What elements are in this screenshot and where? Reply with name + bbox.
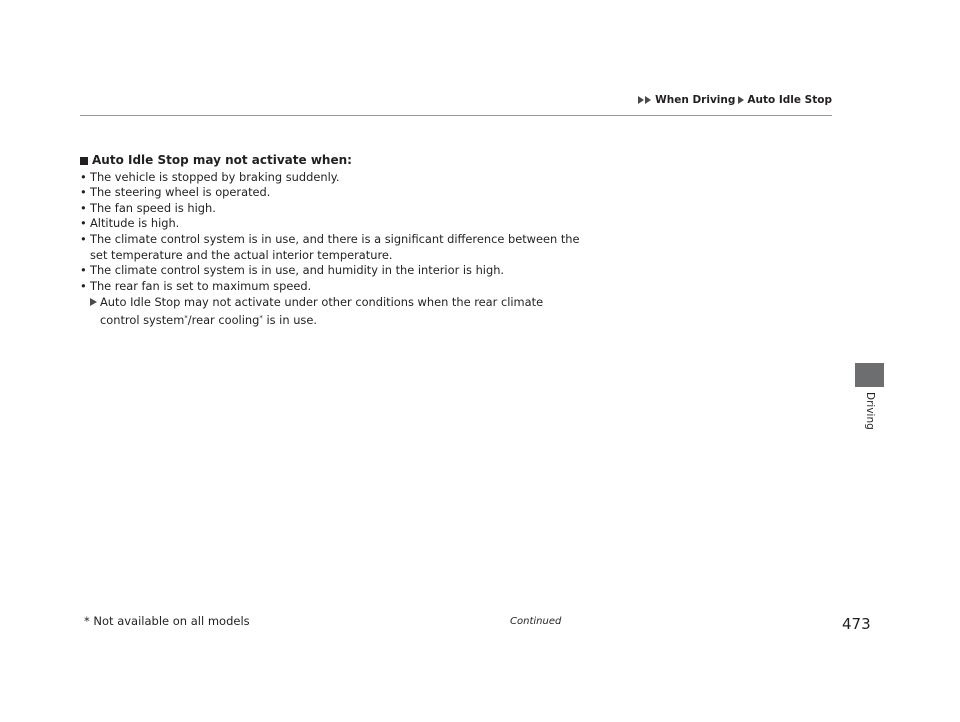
section-heading: [80, 153, 580, 169]
breadcrumb-level1: When Driving: [655, 94, 736, 106]
double-arrow-icon: [638, 96, 652, 104]
continued-label: Continued: [510, 616, 562, 627]
chapter-label: Driving: [864, 392, 876, 430]
list-item: • The steering wheel is operated.: [80, 185, 580, 201]
footnote-star: *: [259, 313, 263, 322]
list-item: • The vehicle is stopped by braking suddenly.: [80, 170, 580, 186]
chapter-tab: [855, 363, 884, 387]
note-text-3: is in use.: [262, 312, 317, 327]
page-number: 473: [842, 615, 871, 633]
note-text-2: /rear cooling: [187, 312, 260, 327]
section-heading-text: Auto Idle Stop may not activate when:: [92, 153, 352, 167]
content-section: [80, 153, 580, 329]
note: [80, 295, 580, 328]
square-bullet-icon: [80, 157, 88, 165]
note-text-1: Auto Idle Stop may not activate under other conditions when the rear climate control system: [100, 295, 544, 327]
list-item: • The rear fan is set to maximum speed.: [80, 279, 580, 295]
footnote: * Not available on all models: [84, 614, 250, 628]
arrow-icon: [90, 298, 97, 306]
list-item: • The climate control system is in use, and there is a significant difference between the set temperature and the actual interior temperature.: [80, 232, 580, 263]
list-item: • Altitude is high.: [80, 216, 580, 232]
footnote-star: *: [184, 313, 188, 322]
breadcrumb: [638, 94, 832, 106]
header-rule: [80, 115, 832, 116]
arrow-icon: [738, 96, 744, 104]
breadcrumb-level2: Auto Idle Stop: [747, 94, 832, 106]
list-item: • The climate control system is in use, and humidity in the interior is high.: [80, 263, 580, 279]
list-item: • The fan speed is high.: [80, 201, 580, 217]
condition-list: [80, 170, 580, 295]
